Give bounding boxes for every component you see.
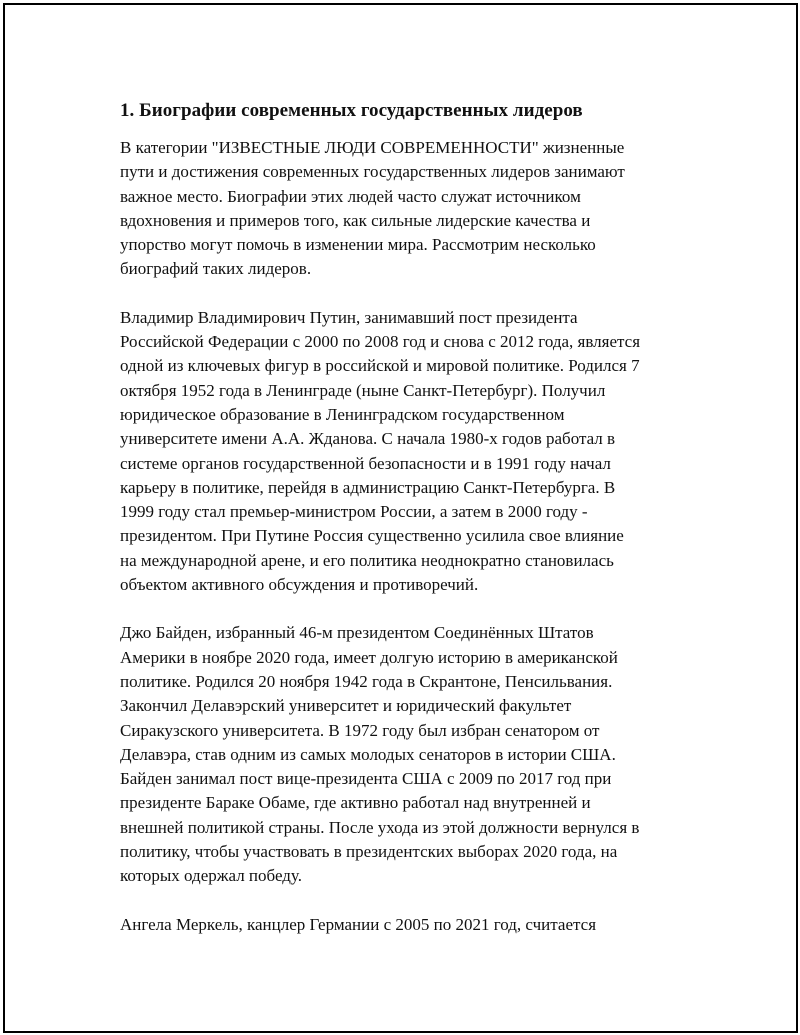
text-line: Америки в ноябре 2020 года, имеет долгую историю в американской	[120, 647, 618, 667]
text-line: Джо Байден, избранный 46-м президентом Соединённых Штатов	[120, 623, 594, 643]
paragraph-intro	[120, 136, 705, 282]
text-line: президенте Бараке Обаме, где активно работал над внутренней и	[120, 793, 591, 813]
text-line: Владимир Владимирович Путин, занимавший пост президента	[120, 307, 578, 327]
text-line: 1999 году стал премьер-министром России, а затем в 2000 году -	[120, 502, 588, 522]
text-line: важное место. Биографии этих людей часто служат источником	[120, 186, 581, 206]
text-line: В категории "ИЗВЕСТНЫЕ ЛЮДИ СОВРЕМЕННОСТИ" жизненные	[120, 138, 625, 157]
text-line: которых одержал победу.	[120, 866, 302, 886]
text-line: системе органов государственной безопасности и в 1991 году начал	[120, 453, 611, 473]
text-line: вдохновения и примеров того, как сильные лидерские качества и	[120, 210, 591, 230]
text-line: президентом. При Путине Россия существенно усилила свое влияние	[120, 526, 624, 546]
text-line: пути и достижения современных государственных лидеров занимают	[120, 162, 625, 182]
text-line: объектом активного обсуждения и противоречий.	[120, 575, 479, 595]
text-line: политику, чтобы участвовать в президентских выборах 2020 года, на	[120, 842, 618, 862]
text-line: Российской Федерации с 2000 по 2008 год и снова с 2012 года, является	[120, 332, 641, 352]
section-heading: 1. Биографии современных государственных лидеров	[120, 100, 583, 121]
text-line: Делавэра, став одним из самых молодых сенаторов в истории США.	[120, 744, 616, 764]
document-content	[120, 98, 705, 937]
text-line: биографий таких лидеров.	[120, 259, 312, 279]
page-frame	[3, 3, 798, 1033]
text-line: университете имени А.А. Жданова. С начала 1980-х годов работал в	[120, 429, 616, 449]
paragraph-merkel	[120, 913, 705, 937]
text-line: октября 1952 года в Ленинграде (ныне Санкт-Петербург). Получил	[120, 380, 606, 400]
text-line: Ангела Меркель, канцлер Германии с 2005 по 2021 год, считается	[120, 914, 597, 934]
text-line: внешней политикой страны. После ухода из этой должности вернулся в	[120, 817, 640, 837]
text-line: юридическое образование в Ленинградском государственном	[120, 404, 565, 424]
text-line: Сиракузского университета. В 1972 году был избран сенатором от	[120, 720, 600, 740]
text-line: упорство могут помочь в изменении мира. Рассмотрим несколько	[120, 235, 596, 255]
paragraph-biden	[120, 621, 705, 888]
text-line: политике. Родился 20 ноября 1942 года в Скрантоне, Пенсильвания.	[120, 671, 613, 691]
text-line: одной из ключевых фигур в российской и мировой политике. Родился 7	[120, 356, 640, 376]
text-line: на международной арене, и его политика неоднократно становилась	[120, 550, 614, 570]
text-line: Закончил Делавэрский университет и юридический факультет	[120, 696, 572, 716]
text-line: Байден занимал пост вице-президента США с 2009 по 2017 год при	[120, 769, 612, 789]
text-line: карьеру в политике, перейдя в администрацию Санкт-Петербурга. В	[120, 477, 616, 497]
paragraph-putin	[120, 306, 705, 598]
